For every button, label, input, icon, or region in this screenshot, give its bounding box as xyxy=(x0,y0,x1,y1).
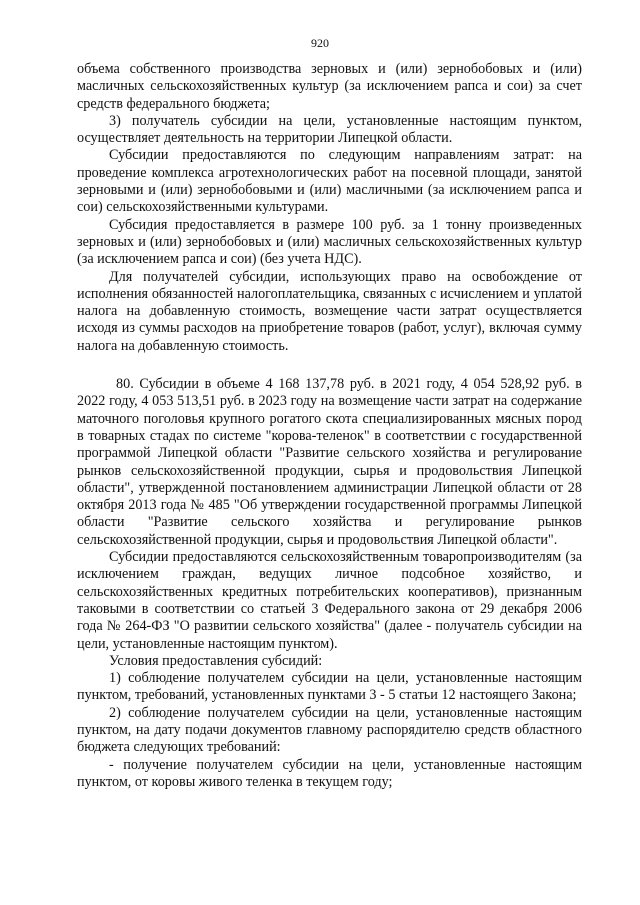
page-number: 920 xyxy=(311,36,329,50)
section-gap xyxy=(77,355,582,376)
paragraph-recipients: Субсидии предоставляются сельскохозяйственным товаропроизводителям (за исключением граждан, ведущих личное подсобное хозяйство, и сельскохозяйственных кредитных потребительских кооперативов), признанным таковыми в соответствии со статьей 3 Федерального закона от 29 декабря 2006 года № 264-ФЗ "О развитии сельского хозяйства" (далее - получатель субсидии на цели, установленные настоящим пунктом). xyxy=(77,549,582,652)
paragraph-cost-directions: Субсидии предоставляются по следующим направлениям затрат: на проведение комплекса агротехнологических работ на посевной площади, занятой зерновыми и (или) зернобобовыми и (или) масличными (за исключением рапса и сои) сельскохозяйственными культурами. xyxy=(77,147,582,216)
paragraph-clause-3: 3) получатель субсидии на цели, установленные настоящим пунктом, осуществляет деятельность на территории Липецкой области. xyxy=(77,112,582,147)
paragraph-item-80: 80. Субсидии в объеме 4 168 137,78 руб. в 2021 году, 4 054 528,92 руб. в 2022 году, 4 053 513,51 руб. в 2023 году на возмещение части затрат на содержание маточного поголовья крупного рогатого скота специализированных мясных пород в товарных стадах по системе "корова-теленок" в соответствии с государственной программой Липецкой области "Развитие сельского хозяйства и регулирование рынков сельскохозяйственной продукции, сырья и продовольствия Липецкой области", утвержденной постановлением администрации Липецкой области от 28 октября 2013 года № 485 "Об утверждении государственной программы Липецкой области "Развитие сельского хозяйства и регулирование рынков сельскохозяйственной продукции, сырья и продовольствия Липецкой области". xyxy=(77,376,582,548)
paragraph-requirement-calf: - получение получателем субсидии на цели, установленные настоящим пунктом, от коровы живого теленка в текущем году; xyxy=(77,756,582,790)
paragraph-vat-exemption: Для получателей субсидии, использующих право на освобождение от исполнения обязанностей налогоплательщика, связанных с исчислением и уплатой налога на добавленную стоимость, возмещение части затрат осуществляется исходя из суммы расходов на приобретение товаров (работ, услуг), включая сумму налога на добавленную стоимость. xyxy=(77,268,582,354)
paragraph-subsidy-amount: Субсидия предоставляется в размере 100 руб. за 1 тонну произведенных зерновых и (или) зернобобовых и (или) масличных сельскохозяйственных культур (за исключением рапса и сои) (без учета НДС). xyxy=(77,216,582,268)
paragraph-condition-1: 1) соблюдение получателем субсидии на цели, установленные настоящим пунктом, требований, установленных пунктами 3 - 5 статьи 12 настоящего Закона; xyxy=(77,670,582,704)
paragraph-conditions-heading: Условия предоставления субсидий: xyxy=(109,652,323,669)
document-body xyxy=(77,61,582,791)
paragraph-condition-2: 2) соблюдение получателем субсидии на цели, установленные настоящим пунктом, на дату подачи документов главному распорядителю средств областного бюджета следующих требований: xyxy=(77,704,582,756)
paragraph-continuation: объема собственного производства зерновых и (или) зернобобовых и (или) масличных сельскохозяйственных культур (за исключением рапса и сои) за счет средств федерального бюджета; xyxy=(77,61,582,112)
